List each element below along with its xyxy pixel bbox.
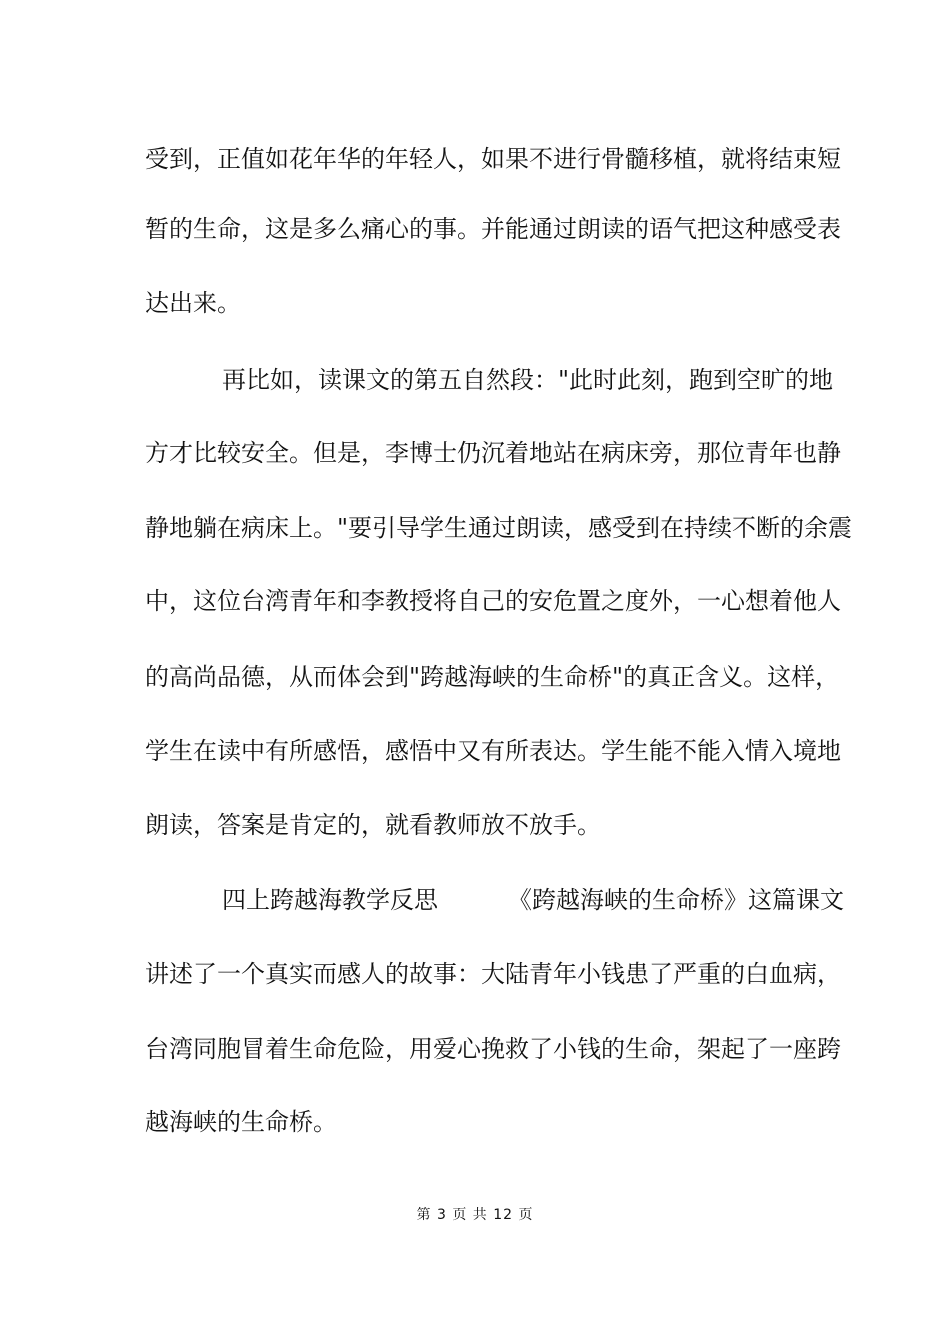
text-line-3: 达出来。: [145, 289, 241, 317]
footer-prefix: 第: [416, 1207, 432, 1223]
text-line-10: 朗读，答案是肯定的，就看教师放不放手。: [145, 811, 601, 839]
text-line-14: 越海峡的生命桥。: [145, 1108, 337, 1136]
text-line-13: 台湾同胞冒着生命危险，用爱心挽救了小钱的生命，架起了一座跨: [145, 1035, 841, 1063]
text-line-5: 方才比较安全。但是，李博士仍沉着地站在病床旁，那位青年也静: [145, 439, 841, 467]
text-line-1: 受到，正值如花年华的年轻人，如果不进行骨髓移植，就将结束短: [145, 145, 841, 173]
text-line-12: 讲述了一个真实而感人的故事：大陆青年小钱患了严重的白血病，: [145, 960, 841, 988]
section-heading: 四上跨越海教学反思: [222, 886, 438, 914]
text-line-8: 的高尚品德，从而体会到"跨越海峡的生命桥"的真正含义。这样，: [145, 663, 840, 691]
footer-total-pages: 12: [493, 1207, 514, 1223]
text-line-9: 学生在读中有所感悟，感悟中又有所表达。学生能不能入情入境地: [145, 737, 841, 765]
footer-page-number: 3: [436, 1207, 447, 1223]
text-line-7: 中，这位台湾青年和李教授将自己的安危置之度外，一心想着他人: [145, 587, 841, 615]
page-footer: [0, 1205, 950, 1225]
section-heading-continuation: 《跨越海峡的生命桥》这篇课文: [508, 886, 844, 914]
footer-suffix: 页: [518, 1207, 534, 1223]
text-line-2: 暂的生命，这是多么痛心的事。并能通过朗读的语气把这种感受表: [145, 215, 841, 243]
text-line-4: 再比如，读课文的第五自然段："此时此刻，跑到空旷的地: [222, 366, 834, 394]
text-line-6: 静地躺在病床上。"要引导学生通过朗读，感受到在持续不断的余震: [145, 514, 853, 542]
footer-middle: 页 共: [452, 1207, 488, 1223]
section-heading-line: [222, 884, 844, 916]
